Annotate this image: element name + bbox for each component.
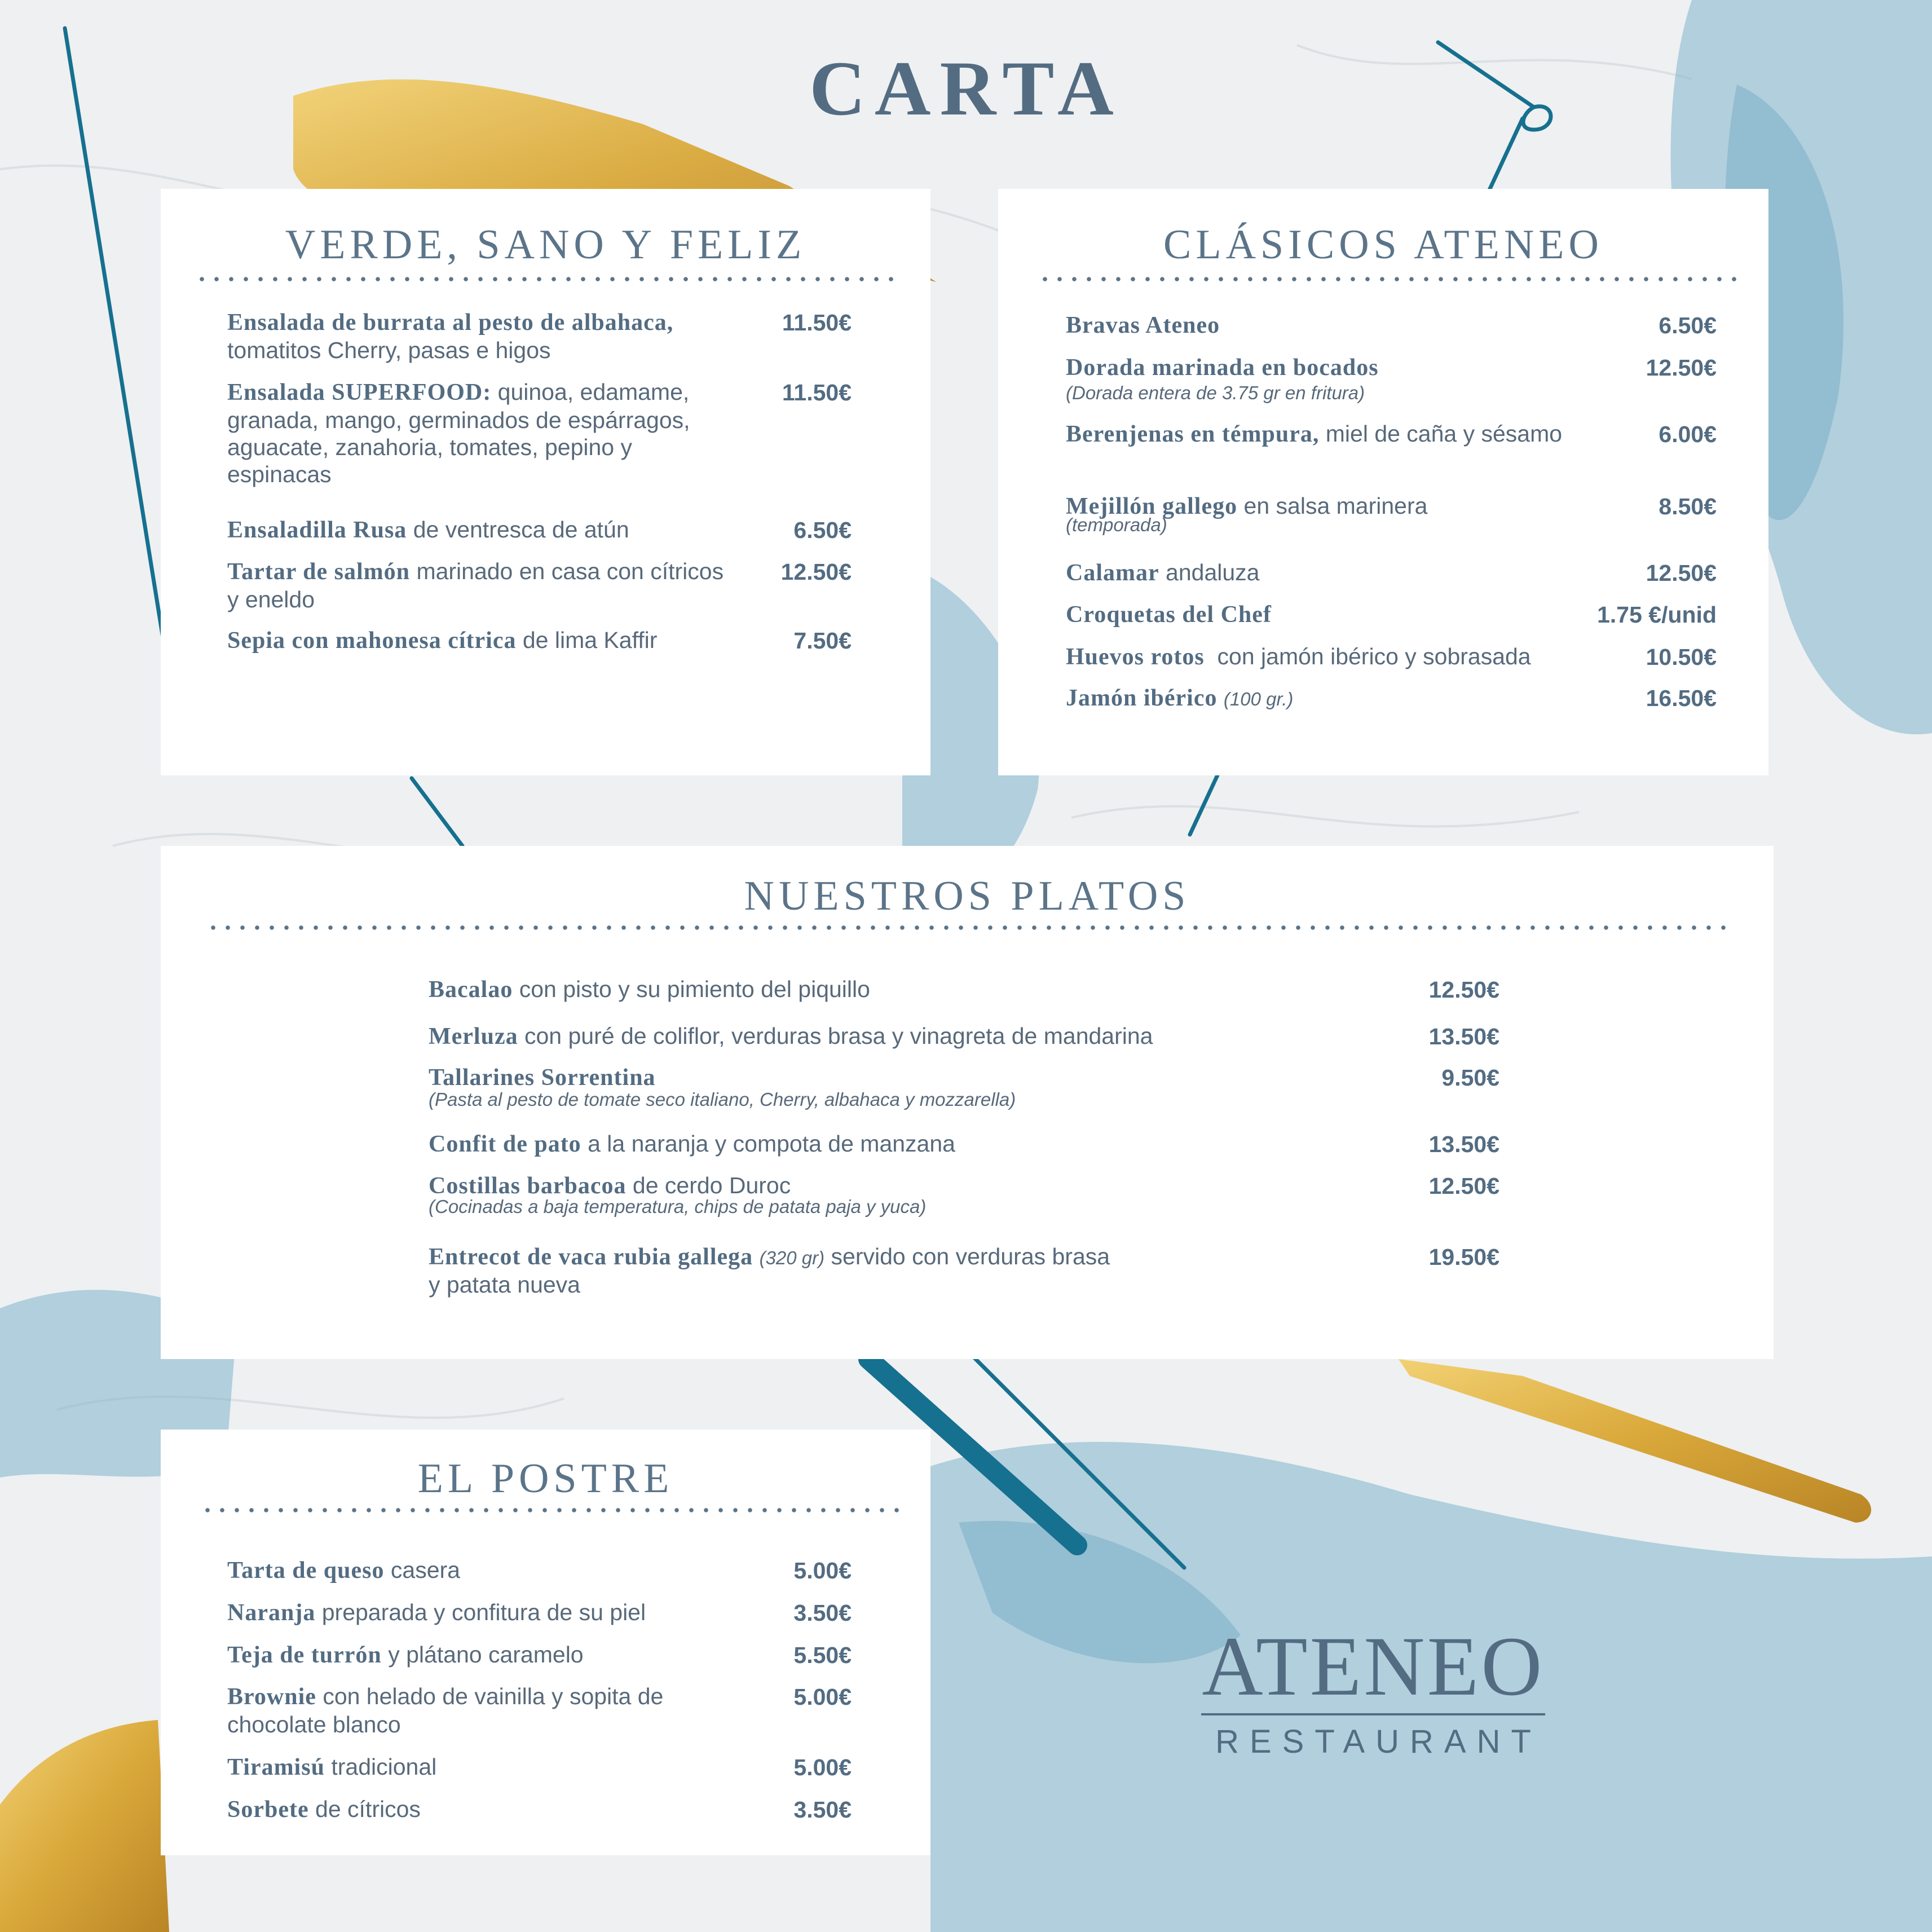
menu-item: Ensaladilla Rusa de ventresca de atún [227,517,629,543]
menu-item: Calamar andaluza [1066,559,1260,586]
menu-item: Teja de turrón y plátano caramelo [227,1642,584,1668]
item-price: 3.50€ [793,1600,852,1626]
menu-item: Huevos rotos con jamón ibérico y sobrasada [1066,643,1531,670]
item-price: 5.50€ [793,1642,852,1668]
item-price: 1.75 €/unid [1597,602,1717,628]
menu-item: Tallarines Sorrentina (Pasta al pesto de tomate seco italiano, Cherry, albahaca y mozzarella) [429,1065,1016,1110]
item-price: 10.50€ [1646,644,1717,670]
item-price: 3.50€ [793,1797,852,1823]
section-platos [161,846,1774,1359]
item-price: 12.50€ [1646,355,1717,381]
section-postre [161,1430,930,1855]
menu-item: Naranja preparada y confitura de su piel [227,1599,646,1626]
menu-item: Merluza con puré de coliflor, verduras brasa y vinagreta de mandarina [429,1023,1153,1049]
dotted-divider [200,1507,899,1513]
section-title: EL POSTRE [417,1455,674,1502]
item-price: 11.50€ [782,310,852,336]
item-price: 9.50€ [1441,1065,1499,1091]
menu-item: Tarta de queso casera [227,1557,460,1583]
page-title: CARTA [809,45,1123,131]
section-title: CLÁSICOS ATENEO [1163,222,1603,268]
dotted-divider [206,925,1728,930]
dotted-divider [1038,276,1737,282]
menu-item: Jamón ibérico (100 gr.) [1066,685,1294,711]
item-price: 13.50€ [1428,1024,1499,1049]
item-price: 19.50€ [1428,1244,1499,1270]
item-price: 7.50€ [793,628,852,654]
menu-item: Tartar de salmón marinado en casa con cítricos y eneldo [227,558,724,612]
menu-item: Bacalao con pisto y su pimiento del piquillo [429,976,870,1003]
menu-item: Croquetas del Chef [1066,602,1272,628]
menu-item: Tiramisú tradicional [227,1754,437,1780]
menu-item: Berenjenas en témpura, miel de caña y sésamo [1066,421,1563,447]
menu-item: Ensalada de burrata al pesto de albahaca, tomatitos Cherry, pasas e higos [227,310,674,363]
menu-item: Confit de pato a la naranja y compota de manzana [429,1131,955,1157]
item-price: 6.50€ [793,517,852,543]
menu-item: Mejillón gallego en salsa marinera (temporada) [1066,493,1428,535]
item-price: 12.50€ [780,559,852,585]
logo-name: ATENEO [1202,1620,1545,1713]
menu-item: Ensalada SUPERFOOD: quinoa, edamame, granada, mango, germinados de espárragos, aguacate, zanahoria, tomates, pepino y espinacas [227,379,690,487]
menu-item: Sorbete de cítricos [227,1796,421,1823]
item-price: 16.50€ [1646,685,1717,711]
menu-item: Entrecot de vaca rubia gallega (320 gr) servido con verduras brasa y patata nueva [429,1243,1110,1298]
item-price: 6.00€ [1658,421,1717,447]
menu-item: Brownie con helado de vainilla y sopita de chocolate blanco [227,1683,664,1737]
item-price: 5.00€ [793,1754,852,1780]
item-price: 11.50€ [782,380,852,405]
menu-item: Sepia con mahonesa cítrica de lima Kaffir [227,627,658,654]
logo-divider [1201,1713,1545,1715]
menu-item: Bravas Ateneo [1066,312,1220,338]
item-price: 6.50€ [1658,312,1717,338]
item-price: 13.50€ [1428,1131,1499,1157]
section-verde [161,189,930,775]
restaurant-logo [1201,1620,1545,1760]
item-price: 8.50€ [1658,493,1717,519]
item-price: 12.50€ [1428,977,1499,1003]
item-price: 5.00€ [793,1684,852,1710]
logo-subtitle: RESTAURANT [1215,1723,1542,1760]
menu-item: Costillas barbacoa de cerdo Duroc (Cocinadas a baja temperatura, chips de patata paja y yuca) [429,1172,927,1217]
dotted-divider [195,276,899,282]
menu-item: Dorada marinada en bocados (Dorada entera de 3.75 gr en fritura) [1066,355,1379,403]
section-title: VERDE, SANO Y FELIZ [285,222,806,268]
item-price: 12.50€ [1428,1173,1499,1199]
section-title: NUESTROS PLATOS [744,873,1190,919]
item-price: 12.50€ [1646,560,1717,586]
item-price: 5.00€ [793,1558,852,1583]
section-clasicos [998,189,1768,775]
